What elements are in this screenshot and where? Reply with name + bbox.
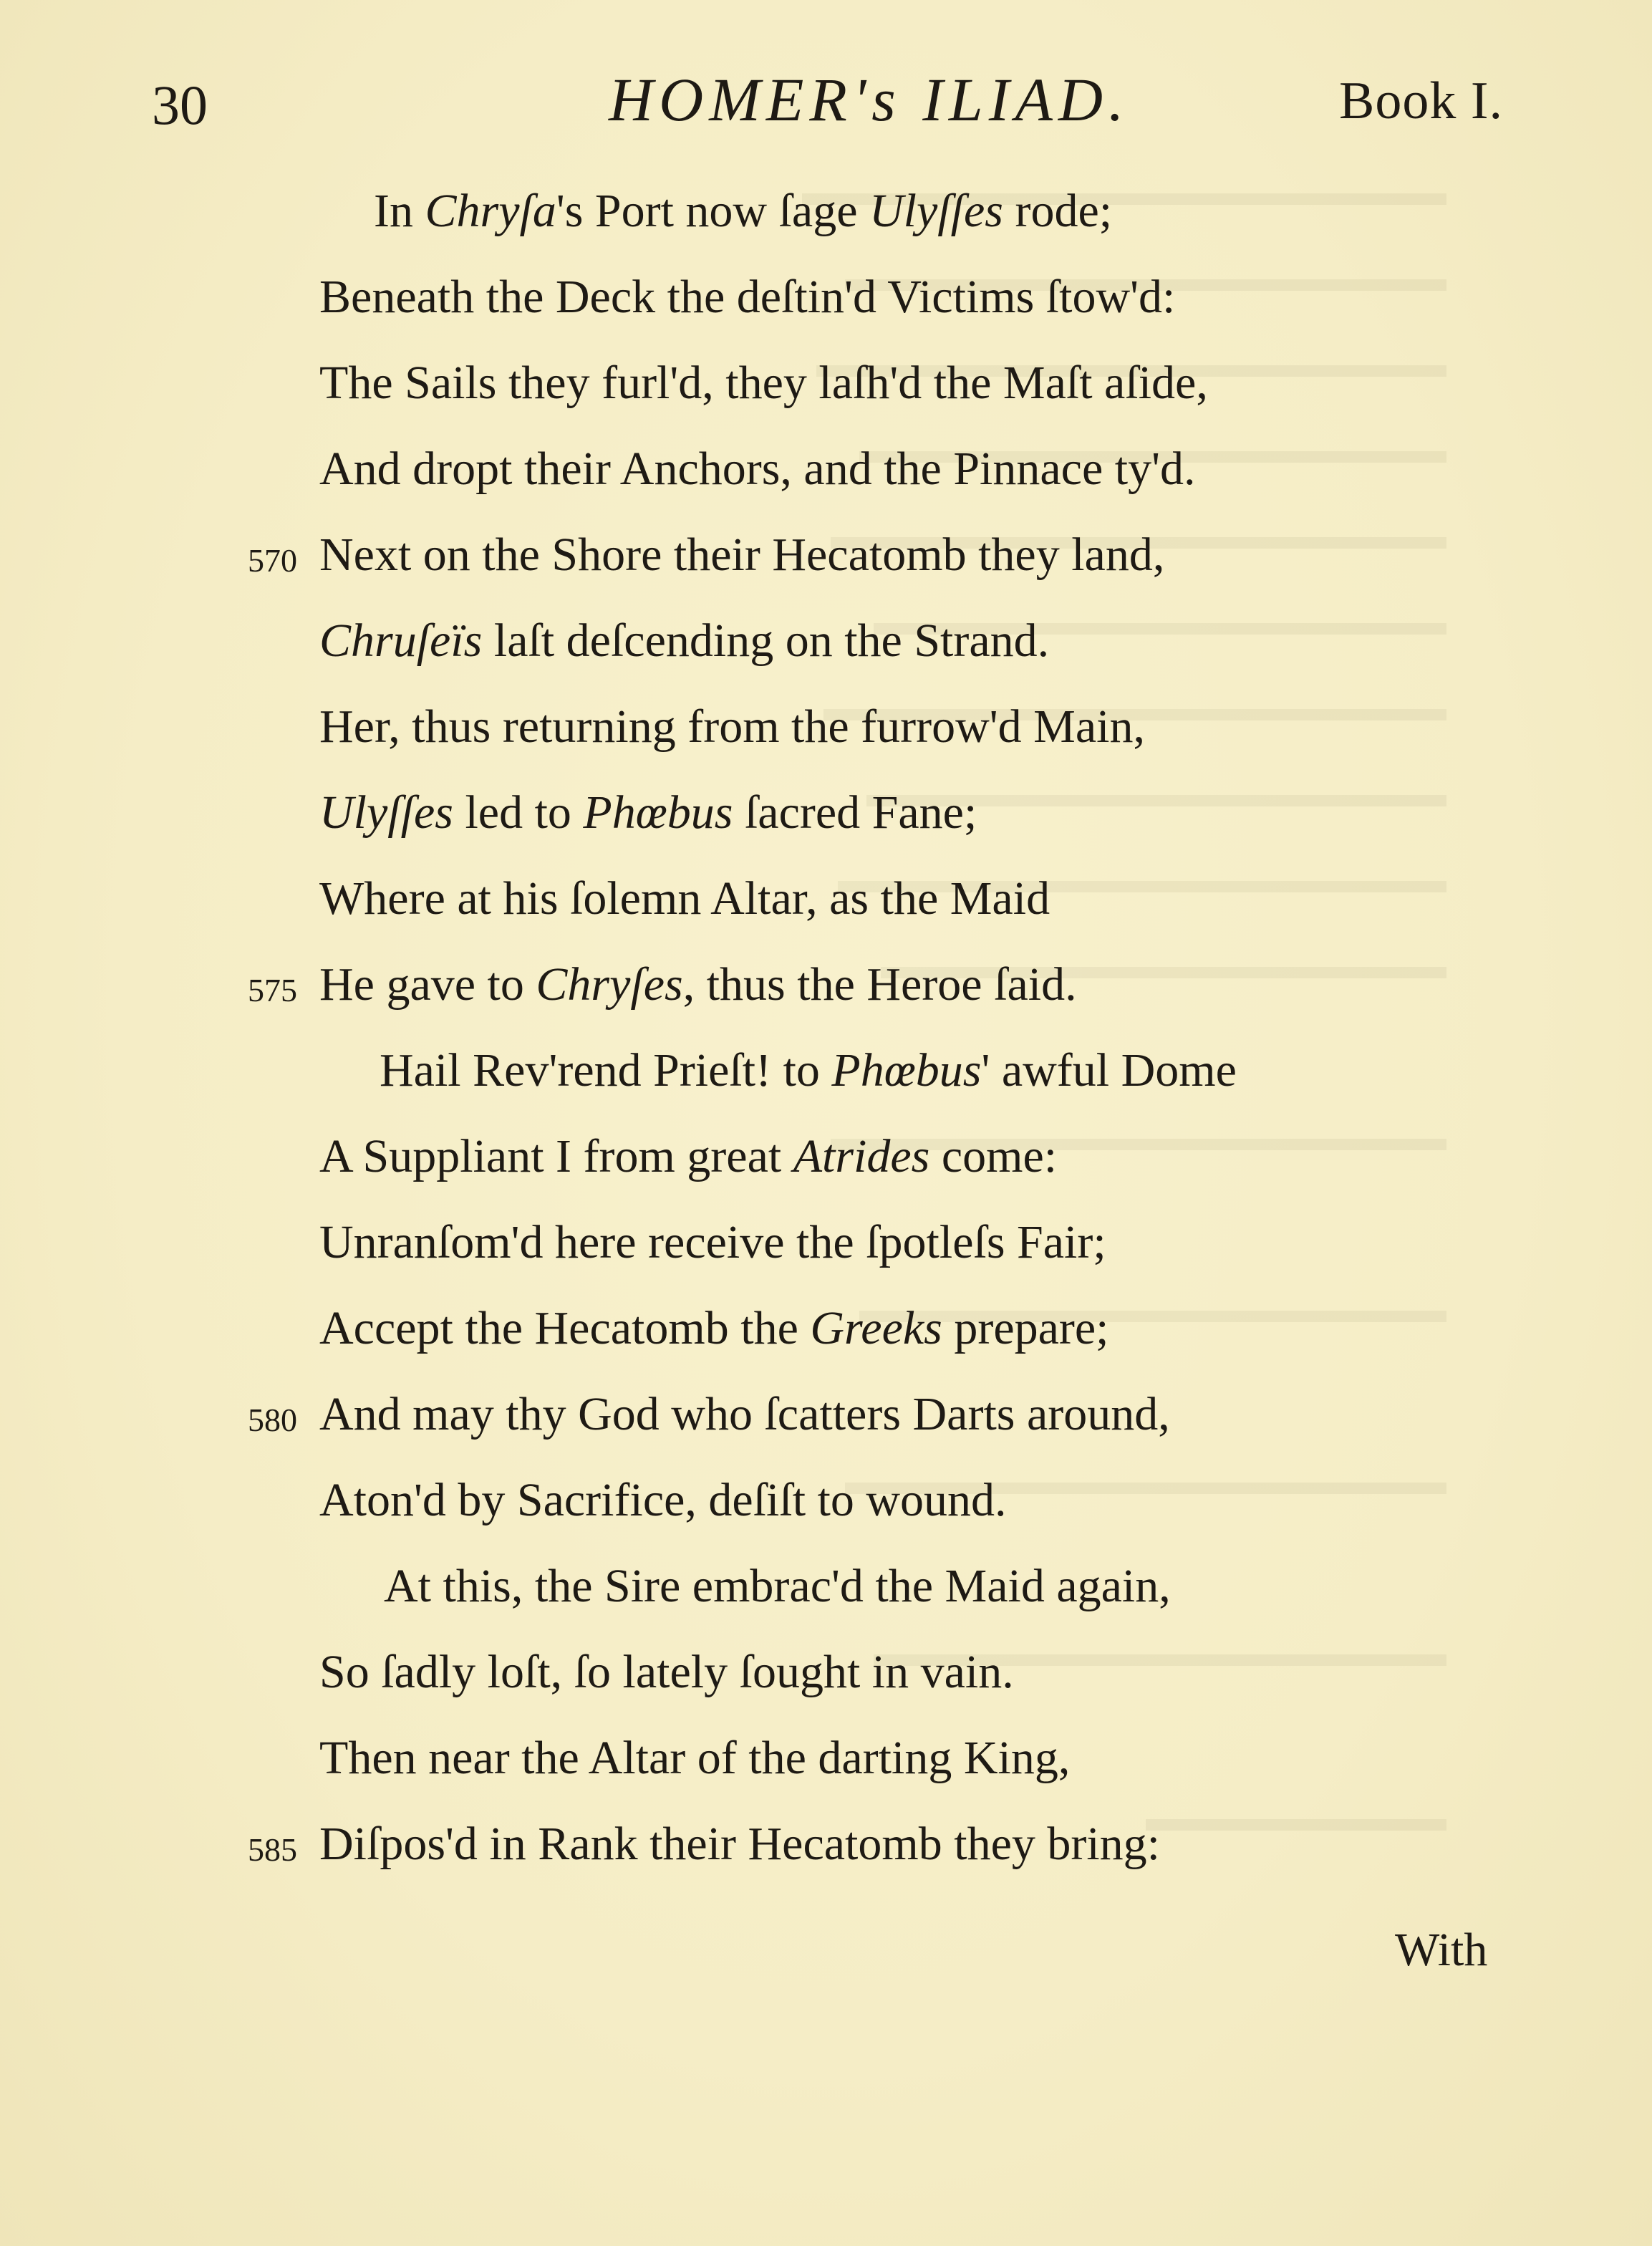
verse-line-text: Next on the Shore their Hecatomb they land, <box>319 529 1165 581</box>
verse-line-italic-name: Chryſa <box>425 185 556 237</box>
verse-line <box>319 872 1050 925</box>
verse-line-text: At this, the Sire embrac'd the Maid again, <box>384 1560 1171 1612</box>
verse-line-italic-name: Phœbus <box>831 1044 982 1097</box>
verse-line <box>319 271 1176 323</box>
verse-line-text: Aton'd by Sacrifice, deſiſt to wound. <box>319 1474 1007 1526</box>
verse-line <box>319 1818 1161 1870</box>
verse-line-text: Her, thus returning from the furrow'd Main, <box>319 700 1145 753</box>
verse-line-text: In <box>374 185 425 237</box>
verse-line-text: Unranſom'd here receive the ſpotleſs Fair; <box>319 1216 1106 1268</box>
verse-line <box>319 700 1145 753</box>
verse-line-text: Then near the Altar of the darting King, <box>319 1732 1071 1784</box>
verse-line-italic-name: Phœbus <box>583 786 733 839</box>
verse-line <box>319 357 1208 409</box>
verse-line-text: laſt deſcending on the Strand. <box>482 614 1050 667</box>
verse-line-text: A Suppliant I from great <box>319 1130 793 1182</box>
verse-line-text: Hail Rev'rend Prieſt! to <box>380 1044 832 1097</box>
verse-line <box>319 1646 1014 1698</box>
verse-line <box>384 1560 1171 1612</box>
verse-line-text: Beneath the Deck the deſtin'd Victims ſtow'd: <box>319 271 1176 323</box>
page-number: 30 <box>152 74 208 136</box>
line-number: 575 <box>248 972 297 1008</box>
verse-line-text: come: <box>929 1130 1058 1182</box>
line-number: 570 <box>248 542 297 579</box>
verse-line-text: Accept the Hecatomb the <box>319 1302 811 1354</box>
verse-line-text: He gave to <box>319 958 536 1011</box>
verse-line-italic-name: Ulyſſes <box>869 185 1003 237</box>
verse-line <box>319 1732 1071 1784</box>
verse-line <box>319 1388 1170 1440</box>
catchword: With <box>1395 1924 1488 1976</box>
verse-line-text: 's Port now ſage <box>556 185 870 237</box>
verse-line-italic-name: Ulyſſes <box>319 786 453 839</box>
verse-line-text: And may thy God who ſcatters Darts around, <box>319 1388 1170 1440</box>
line-number: 580 <box>248 1402 297 1438</box>
verse-line <box>319 1216 1106 1268</box>
verse-line-text: ſacred Fane; <box>733 786 977 839</box>
verse-line <box>319 531 1164 579</box>
verse-line-italic-name: Chryſes <box>536 958 683 1011</box>
verse-line <box>319 1474 1007 1526</box>
verse-line-text: , thus the Heroe ſaid. <box>682 958 1077 1011</box>
verse-line-text: prepare; <box>942 1302 1109 1354</box>
verse-line <box>319 614 1050 667</box>
verse-line <box>319 1302 1109 1354</box>
verse-line-text: led to <box>453 786 584 839</box>
verse-line-text: And dropt their Anchors, and the Pinnace ty'd. <box>319 443 1196 495</box>
verse-line-text: ' awful Dome <box>981 1044 1237 1097</box>
verse-line <box>380 1044 1237 1097</box>
verse-line <box>319 445 1195 493</box>
verse-line-italic-name: Chruſeïs <box>319 614 483 667</box>
verse-line-text: So ſadly loſt, ſo lately ſought in vain. <box>319 1646 1014 1698</box>
verse-line-italic-name: Atrides <box>793 1130 930 1182</box>
verse-line-text: The Sails they furl'd, they laſh'd the Maſt aſide, <box>319 357 1208 409</box>
verse-line-text: Where at his ſolemn Altar, as the Maid <box>319 872 1050 925</box>
running-title: HOMER's ILIAD. <box>609 65 1130 134</box>
line-number: 585 <box>248 1831 297 1868</box>
verse-line <box>374 185 1113 237</box>
verse-line <box>319 958 1077 1011</box>
verse-line-text: rode; <box>1003 185 1113 237</box>
verse-line-italic-name: Greeks <box>810 1302 942 1354</box>
book-label: Book I. <box>1339 72 1503 130</box>
verse-line <box>319 1130 1058 1182</box>
verse-line <box>319 786 977 839</box>
verse-line-text: Diſpos'd in Rank their Hecatomb they bring: <box>319 1818 1161 1870</box>
